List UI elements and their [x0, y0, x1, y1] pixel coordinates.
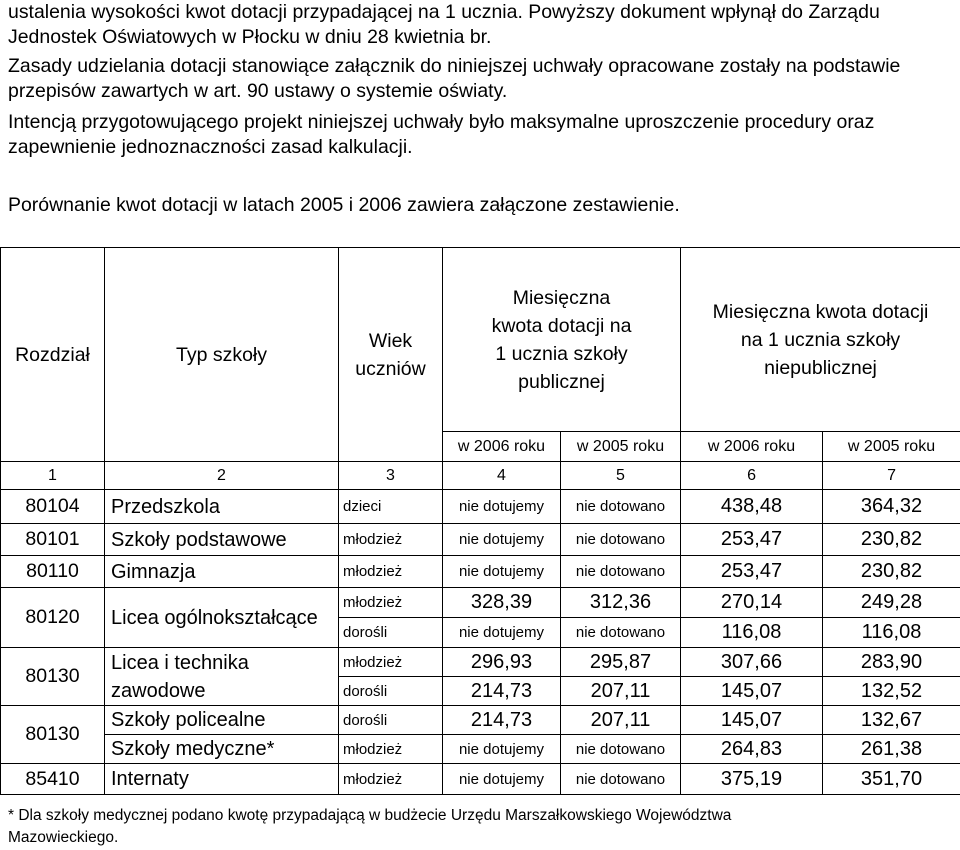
age-cell: dorośli: [339, 618, 443, 648]
intent-paragraph: [8, 110, 958, 160]
value-cell: 253,47: [681, 524, 823, 556]
type-cell: Przedszkola: [105, 490, 339, 524]
year-2006-public: w 2006 roku: [443, 432, 561, 462]
age-cell: dorośli: [339, 706, 443, 735]
type-cell: Licea ogólnokształcące: [105, 588, 339, 648]
value-cell: 230,82: [823, 556, 960, 588]
value-cell: 207,11: [561, 706, 681, 735]
value-cell: nie dotowano: [561, 524, 681, 556]
age-cell: młodzież: [339, 648, 443, 677]
text-line: przepisów zawartych w art. 90 ustawy o systemie oświaty.: [8, 80, 508, 102]
text-line: Porównanie kwot dotacji w latach 2005 i 2006 zawiera załączone zestawienie.: [8, 194, 680, 216]
rozdzial-cell: 80101: [1, 524, 105, 556]
header-wiek: Wiek uczniów: [339, 248, 443, 462]
type-cell: Szkoły policealne: [105, 706, 339, 735]
type-cell: Szkoły podstawowe: [105, 524, 339, 556]
rozdzial-cell: 80130: [1, 706, 105, 764]
age-cell: dzieci: [339, 490, 443, 524]
type-label: Licea i technika zawodowe: [111, 651, 249, 702]
age-cell: młodzież: [339, 735, 443, 764]
value-cell: 145,07: [681, 677, 823, 706]
table-row: [1, 524, 960, 556]
value-cell: 307,66: [681, 648, 823, 677]
table-row: [1, 735, 960, 764]
column-number-row: [1, 462, 960, 490]
value-cell: 261,38: [823, 735, 960, 764]
intro-paragraph: [8, 0, 958, 50]
header-rozdzial: Rozdział: [1, 248, 105, 462]
column-number: 3: [339, 462, 443, 490]
value-cell: 230,82: [823, 524, 960, 556]
age-cell: dorośli: [339, 677, 443, 706]
text-line: Zasady udzielania dotacji stanowiące załącznik do niniejszej uchwały opracowane zostały na podstawie: [8, 55, 901, 77]
value-cell: 145,07: [681, 706, 823, 735]
value-cell: 214,73: [443, 677, 561, 706]
value-cell: 116,08: [823, 618, 960, 648]
value-cell: 132,67: [823, 706, 960, 735]
age-cell: młodzież: [339, 588, 443, 618]
comparison-paragraph: [8, 193, 958, 218]
value-cell: 375,19: [681, 764, 823, 795]
column-number: 6: [681, 462, 823, 490]
value-cell: nie dotowano: [561, 556, 681, 588]
value-cell: nie dotujemy: [443, 735, 561, 764]
value-cell: 328,39: [443, 588, 561, 618]
table-row: [1, 706, 960, 735]
table-row: [1, 588, 960, 618]
value-cell: 132,52: [823, 677, 960, 706]
rozdzial-cell: 80104: [1, 490, 105, 524]
rozdzial-cell: 80120: [1, 588, 105, 648]
value-cell: 312,36: [561, 588, 681, 618]
value-cell: 295,87: [561, 648, 681, 677]
table-row: [1, 764, 960, 795]
value-cell: 296,93: [443, 648, 561, 677]
rozdzial-cell: 80130: [1, 648, 105, 706]
age-cell: młodzież: [339, 524, 443, 556]
column-number: 5: [561, 462, 681, 490]
header-niepubliczna: Miesięczna kwota dotacji na 1 ucznia szkoły niepublicznej: [681, 248, 960, 432]
value-cell: nie dotowano: [561, 764, 681, 795]
table-row: [1, 490, 960, 524]
value-cell: nie dotujemy: [443, 764, 561, 795]
year-2006-private: w 2006 roku: [681, 432, 823, 462]
value-cell: nie dotowano: [561, 490, 681, 524]
rules-paragraph: [8, 54, 958, 104]
value-cell: 249,28: [823, 588, 960, 618]
value-cell: 351,70: [823, 764, 960, 795]
age-cell: młodzież: [339, 764, 443, 795]
text-line: ustalenia wysokości kwot dotacji przypadającej na 1 ucznia. Powyższy dokument wpłynął do Zarządu: [8, 1, 880, 23]
value-cell: 116,08: [681, 618, 823, 648]
value-cell: nie dotowano: [561, 618, 681, 648]
value-cell: 207,11: [561, 677, 681, 706]
value-cell: nie dotujemy: [443, 618, 561, 648]
value-cell: 364,32: [823, 490, 960, 524]
value-cell: nie dotujemy: [443, 556, 561, 588]
type-cell: Gimnazja: [105, 556, 339, 588]
year-2005-private: w 2005 roku: [823, 432, 960, 462]
age-cell: młodzież: [339, 556, 443, 588]
text-line: Intencją przygotowującego projekt niniejszej uchwały było maksymalne uproszczenie procedury oraz: [8, 111, 875, 133]
value-cell: 438,48: [681, 490, 823, 524]
type-cell: Internaty: [105, 764, 339, 795]
type-cell: Szkoły medyczne*: [105, 735, 339, 764]
header-typ-szkoly: Typ szkoły: [105, 248, 339, 462]
column-number: 4: [443, 462, 561, 490]
column-number: 7: [823, 462, 960, 490]
column-number: 1: [1, 462, 105, 490]
value-cell: nie dotujemy: [443, 490, 561, 524]
rozdzial-cell: 85410: [1, 764, 105, 795]
subsidy-table: [0, 247, 960, 795]
value-cell: 264,83: [681, 735, 823, 764]
footnote-line: * Dla szkoły medycznej podano kwotę przypadającą w budżecie Urzędu Marszałkowskiego Województwa: [8, 807, 732, 824]
text-line: Jednostek Oświatowych w Płocku w dniu 28 kwietnia br.: [8, 26, 492, 48]
column-number: 2: [105, 462, 339, 490]
value-cell: nie dotowano: [561, 735, 681, 764]
value-cell: 253,47: [681, 556, 823, 588]
footnote-line: Mazowieckiego.: [8, 829, 119, 846]
value-cell: 283,90: [823, 648, 960, 677]
year-2005-public: w 2005 roku: [561, 432, 681, 462]
rozdzial-cell: 80110: [1, 556, 105, 588]
text-line: zapewnienie jednoznaczności zasad kalkulacji.: [8, 136, 413, 158]
table-row: [1, 556, 960, 588]
table-row: [1, 648, 960, 677]
header-row: [1, 248, 960, 432]
value-cell: 270,14: [681, 588, 823, 618]
footnote: [8, 805, 948, 849]
value-cell: nie dotujemy: [443, 524, 561, 556]
type-cell: [105, 648, 339, 706]
header-publiczna: Miesięczna kwota dotacji na 1 ucznia szkoły publicznej: [443, 248, 681, 432]
value-cell: 214,73: [443, 706, 561, 735]
